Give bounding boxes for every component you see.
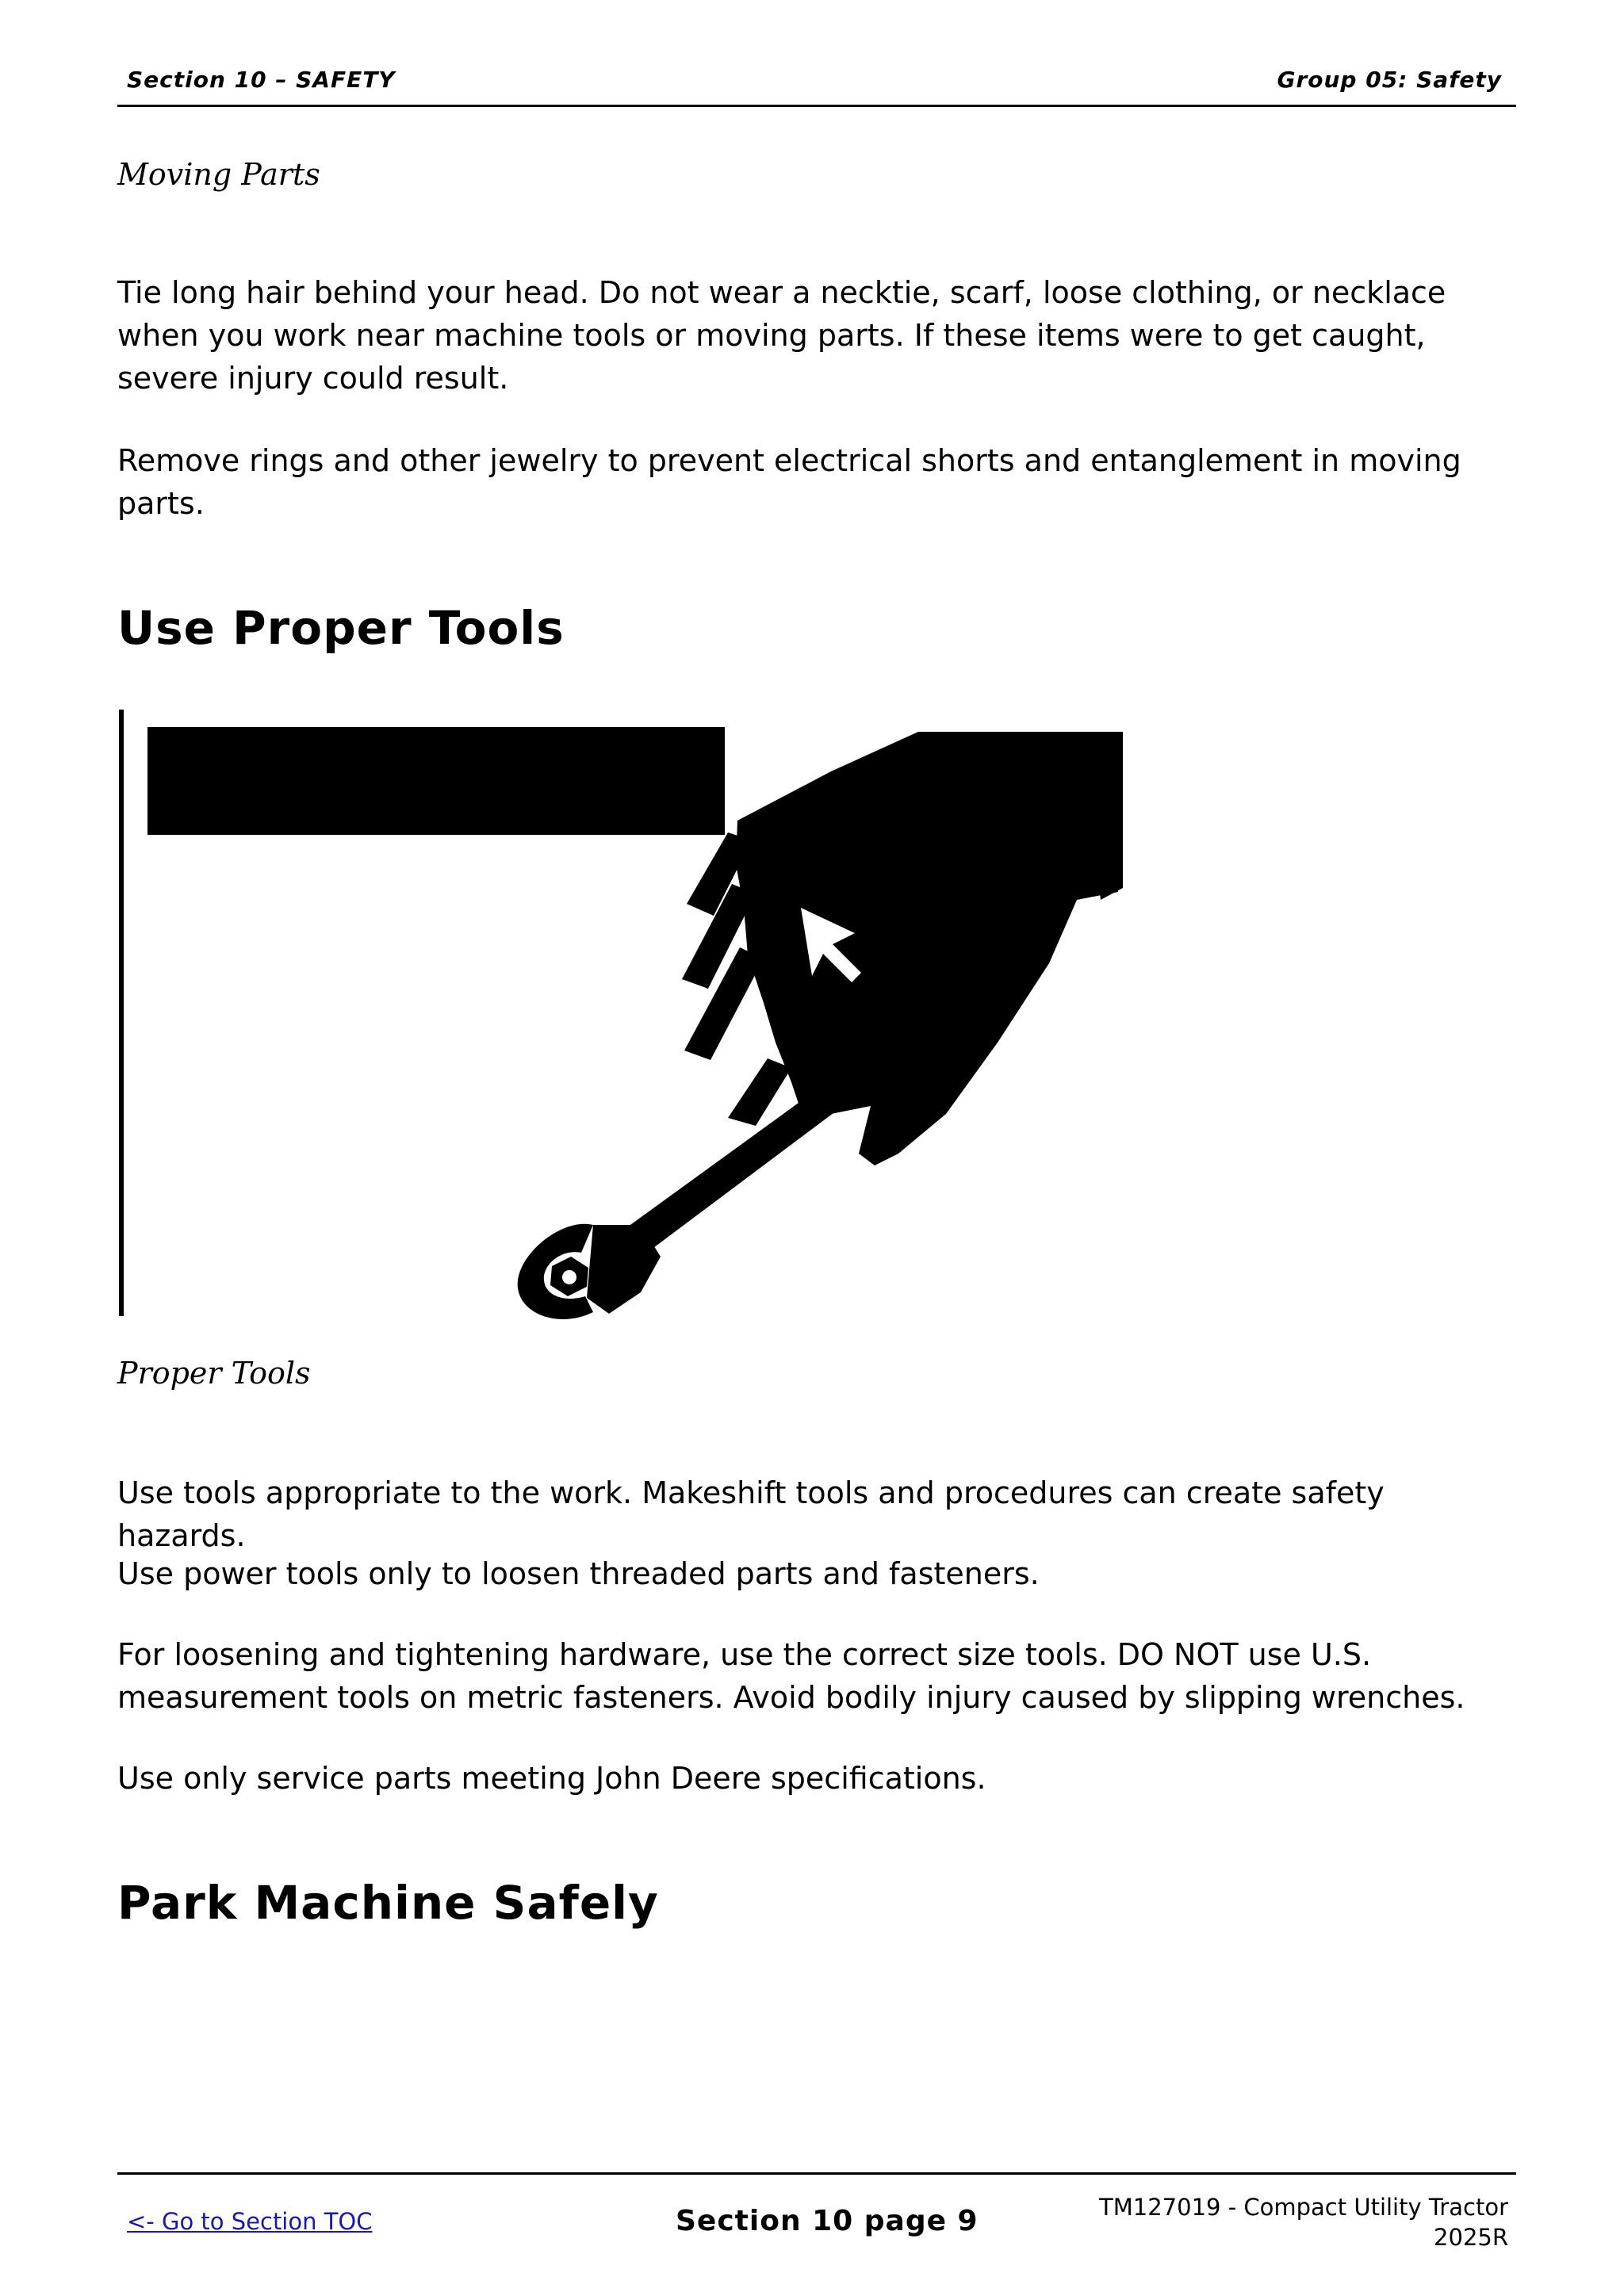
hand-wrench-icon bbox=[117, 710, 1148, 1320]
page-footer bbox=[117, 2172, 1516, 2270]
header-group: Group 05: Safety bbox=[1277, 67, 1502, 93]
page-header bbox=[117, 63, 1516, 107]
document-title-line-2: 2025R bbox=[1434, 2224, 1508, 2251]
page-number: Section 10 page 9 bbox=[676, 2205, 979, 2237]
moving-parts-caption: Moving Parts bbox=[117, 157, 320, 192]
header-section: Section 10 – SAFETY bbox=[127, 67, 396, 93]
document-title-line-1: TM127019 - Compact Utility Tractor bbox=[1099, 2194, 1508, 2221]
proper-tools-caption: Proper Tools bbox=[117, 1356, 311, 1391]
proper-tools-paragraph-3: For loosening and tightening hardware, use the correct size tools. DO NOT use U.S. measurement tools on metric fasteners. Avoid bodily injury caused by slipping wrenches. bbox=[117, 1637, 1465, 1715]
proper-tools-paragraph-4: Use only service parts meeting John Deere specifications. bbox=[117, 1761, 986, 1796]
moving-parts-paragraph-2: Remove rings and other jewelry to prevent electrical shorts and entanglement in moving parts. bbox=[117, 443, 1461, 521]
section-toc-link[interactable]: <- Go to Section TOC bbox=[127, 2208, 373, 2235]
proper-tools-paragraph-2: Use power tools only to loosen threaded parts and fasteners. bbox=[117, 1556, 1040, 1591]
moving-parts-paragraph-1: Tie long hair behind your head. Do not wear a necktie, scarf, loose clothing, or necklace when you work near machine tools or moving parts. If these items were to get caught, severe injury could result. bbox=[117, 275, 1446, 396]
park-machine-safely-heading: Park Machine Safely bbox=[117, 1876, 659, 1930]
use-proper-tools-heading: Use Proper Tools bbox=[117, 601, 565, 655]
proper-tools-paragraph-1: Use tools appropriate to the work. Makeshift tools and procedures can create safety hazards. bbox=[117, 1475, 1385, 1553]
document-title bbox=[1099, 2192, 1508, 2252]
